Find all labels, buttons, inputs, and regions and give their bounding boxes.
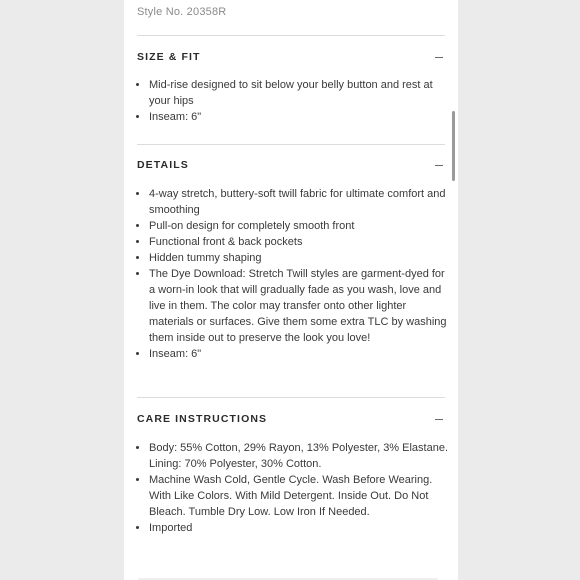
list-item: • Inseam: 6" <box>149 346 449 362</box>
list-item: • Mid-rise designed to sit below your belly button and rest at your hips <box>149 77 449 109</box>
list-item: • The Dye Download: Stretch Twill styles are garment-dyed for a worn-in look that will gradually fade as you wash, love and live in them. The color may transfer onto other lighter materials or surfaces. Give them some extra TLC by washing them inside out to preserve the look you love! <box>149 266 449 346</box>
list-item: • 4-way stretch, buttery-soft twill fabric for ultimate comfort and smoothing <box>149 186 449 218</box>
details-list <box>137 186 449 362</box>
divider <box>137 35 445 36</box>
divider <box>137 144 445 145</box>
section-title: CARE INSTRUCTIONS <box>137 413 268 425</box>
section-title: DETAILS <box>137 159 189 171</box>
list-item: • Machine Wash Cold, Gentle Cycle. Wash Before Wearing. With Like Colors. With Mild Detergent. Inside Out. Do Not Bleach. Tumble Dry Low. Low Iron If Needed. <box>149 472 449 520</box>
list-item: • Body: 55% Cotton, 29% Rayon, 13% Polyester, 3% Elastane. Lining: 70% Polyester, 30% Cotton. <box>149 440 449 472</box>
list-item: • Pull-on design for completely smooth front <box>149 218 449 234</box>
list-item: • Functional front & back pockets <box>149 234 449 250</box>
care-instructions-header[interactable] <box>137 410 445 428</box>
size-fit-list <box>137 77 449 125</box>
style-number: Style No. 20358R <box>137 6 227 18</box>
list-item: • Hidden tummy shaping <box>149 250 449 266</box>
list-item: • Inseam: 6" <box>149 109 449 125</box>
list-item: • Imported <box>149 520 449 536</box>
size-fit-header[interactable] <box>137 48 445 66</box>
details-header[interactable] <box>137 156 445 174</box>
section-title: SIZE & FIT <box>137 51 201 63</box>
minus-icon[interactable] <box>435 419 443 420</box>
scrollbar-thumb[interactable] <box>452 111 455 181</box>
divider <box>137 397 445 398</box>
minus-icon[interactable] <box>435 165 443 166</box>
care-instructions-list <box>137 440 449 536</box>
minus-icon[interactable] <box>435 57 443 58</box>
product-details-panel <box>124 0 458 580</box>
